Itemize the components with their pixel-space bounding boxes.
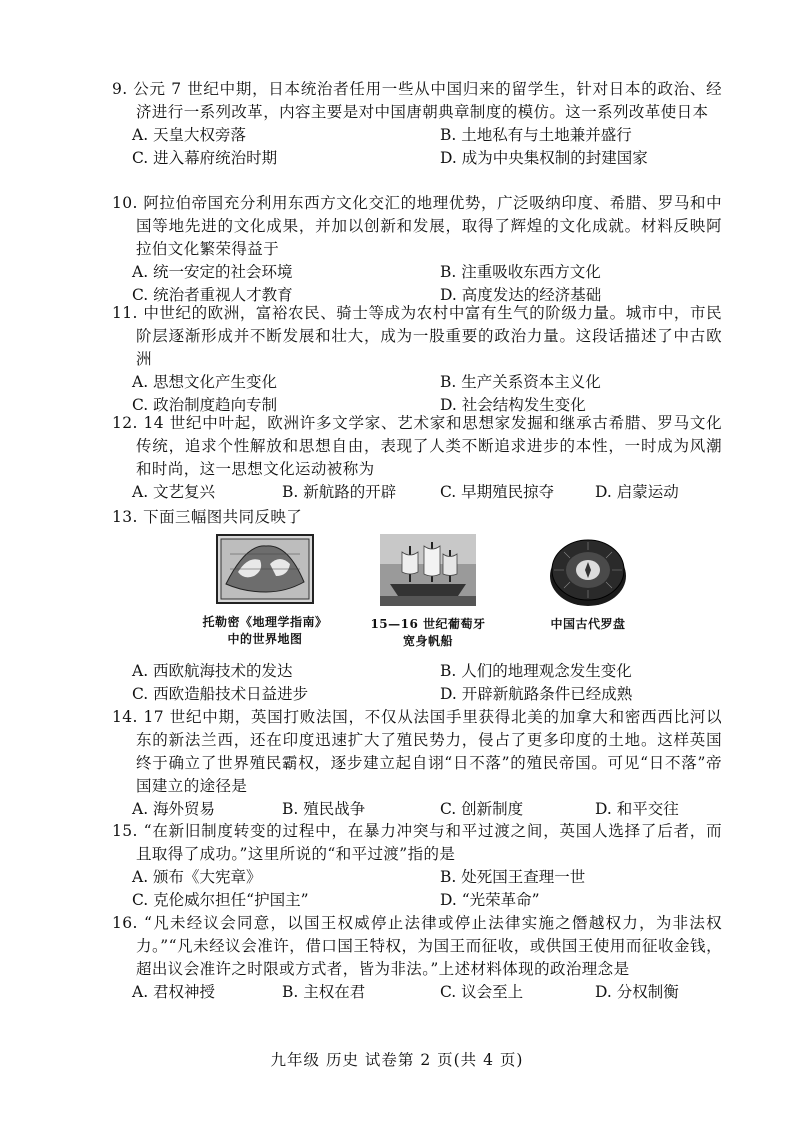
options [132, 371, 722, 417]
options [132, 660, 722, 706]
option-d: D. 和平交往 [595, 800, 679, 818]
question-stem: 9. 公元 7 世纪中期，日本统治者任用一些从中国归来的留学生，针对日本的政治、经济进行一系列改革，内容主要是对中国唐朝典章制度的模仿。这一系列改革使日本 [112, 80, 722, 121]
question-stem: 10. 阿拉伯帝国充分利用东西方文化交汇的地理优势，广泛吸纳印度、希腊、罗马和中国等地先进的文化成果，并加以创新和发展，取得了辉煌的文化成就。材料反映阿拉伯文化繁荣得益于 [112, 194, 722, 258]
option-d: D. 社会结构发生变化 [440, 396, 586, 414]
question-16 [112, 912, 722, 1004]
question-12 [112, 412, 722, 504]
option-a: A. 颁布《大宪章》 [132, 868, 262, 886]
question-15 [112, 820, 722, 912]
option-d: D. 高度发达的经济基础 [440, 286, 602, 304]
figure-row [200, 534, 640, 654]
figure-world-map [200, 534, 330, 648]
option-c: C. 进入幕府统治时期 [132, 149, 278, 167]
question-stem: 16. “凡未经议会同意，以国王权威停止法律或停止法律实施之僭越权力，为非法权力。”“凡未经议会准许，借口国王特权，为国王而征收，或供国王使用而征收金钱，超出议会准许之时限或方式者，皆为非法。”上述材料体现的政治理念是 [112, 914, 722, 978]
caption-line-1: 15—16 世纪葡萄牙 [370, 617, 486, 631]
sailing-ship-icon [380, 534, 476, 606]
caption-line-1: 托勒密《地理学指南》 [202, 615, 328, 629]
option-a: A. 天皇大权旁落 [132, 126, 247, 144]
question-13-options [112, 660, 722, 706]
question-stem: 13. 下面三幅图共同反映了 [112, 508, 303, 526]
question-14 [112, 706, 722, 821]
option-c: C. 西欧造船技术日益进步 [132, 685, 309, 703]
option-c: C. 政治制度趋向专制 [132, 396, 278, 414]
option-a: A. 西欧航海技术的发达 [132, 662, 293, 680]
options [132, 798, 722, 821]
page-footer: 九年级 历史 试卷第 2 页(共 4 页) [270, 1051, 524, 1069]
option-d: D. “光荣革命” [440, 891, 540, 909]
options [132, 866, 722, 912]
option-b: B. 主权在君 [282, 983, 366, 1001]
question-stem: 15. “在新旧制度转变的过程中，在暴力冲突与和平过渡之间，英国人选择了后者，而且取得了成功。”这里所说的“和平过渡”指的是 [112, 822, 722, 863]
question-11 [112, 302, 722, 417]
option-a: A. 思想文化产生变化 [132, 373, 278, 391]
option-d: D. 开辟新航路条件已经成熟 [440, 685, 633, 703]
option-a: A. 海外贸易 [132, 800, 216, 818]
option-c: C. 创新制度 [440, 800, 524, 818]
option-b: B. 处死国王查理一世 [440, 868, 586, 886]
compass-icon [548, 534, 628, 608]
option-c: C. 克伦威尔担任“护国主” [132, 891, 309, 909]
option-c: C. 统治者重视人才教育 [132, 286, 293, 304]
caption-line-2: 中的世界地图 [227, 632, 303, 646]
options [132, 261, 722, 307]
option-b: B. 土地私有与土地兼并盛行 [440, 126, 632, 144]
question-9 [112, 78, 722, 170]
options [132, 981, 722, 1004]
question-13 [112, 506, 722, 529]
options [132, 124, 722, 170]
option-c: C. 早期殖民掠夺 [440, 483, 555, 501]
option-b: B. 生产关系资本主义化 [440, 373, 601, 391]
caption-line-2: 宽身帆船 [402, 634, 453, 648]
option-d: D. 启蒙运动 [595, 483, 679, 501]
option-d: D. 成为中央集权制的封建国家 [440, 149, 648, 167]
figure-compass [538, 534, 638, 633]
question-stem: 14. 17 世纪中期，英国打败法国，不仅从法国手里获得北美的加拿大和密西西比河以东的新法兰西，还在印度迅速扩大了殖民势力，侵占了更多印度的土地。这样英国终于确立了世界殖民霸权，逐步建立起自诩“日不落”的殖民帝国。可见“日不落”帝国建立的途径是 [112, 708, 722, 795]
question-stem: 11. 中世纪的欧洲，富裕农民、骑士等成为农村中富有生气的阶级力量。城市中，市民阶层逐渐形成并不断发展和壮大，成为一股重要的政治力量。这段话描述了中古欧洲 [112, 304, 722, 368]
option-b: B. 殖民战争 [282, 800, 366, 818]
option-d: D. 分权制衡 [595, 983, 679, 1001]
figure-ship [370, 534, 486, 650]
world-map-icon [216, 534, 314, 604]
option-a: A. 文艺复兴 [132, 483, 216, 501]
option-b: B. 注重吸收东西方文化 [440, 263, 601, 281]
options [132, 481, 722, 504]
question-stem: 12. 14 世纪中叶起，欧洲许多文学家、艺术家和思想家发掘和继承古希腊、罗马文化传统，追求个性解放和思想自由，表现了人类不断追求进步的本性，一时成为风潮和时尚，这一思想文化运动被称为 [112, 414, 722, 478]
option-b: B. 人们的地理观念发生变化 [440, 662, 632, 680]
question-10 [112, 192, 722, 307]
option-a: A. 统一安定的社会环境 [132, 263, 293, 281]
option-a: A. 君权神授 [132, 983, 216, 1001]
caption-line-1: 中国古代罗盘 [550, 617, 626, 631]
option-c: C. 议会至上 [440, 983, 524, 1001]
option-b: B. 新航路的开辟 [282, 483, 397, 501]
